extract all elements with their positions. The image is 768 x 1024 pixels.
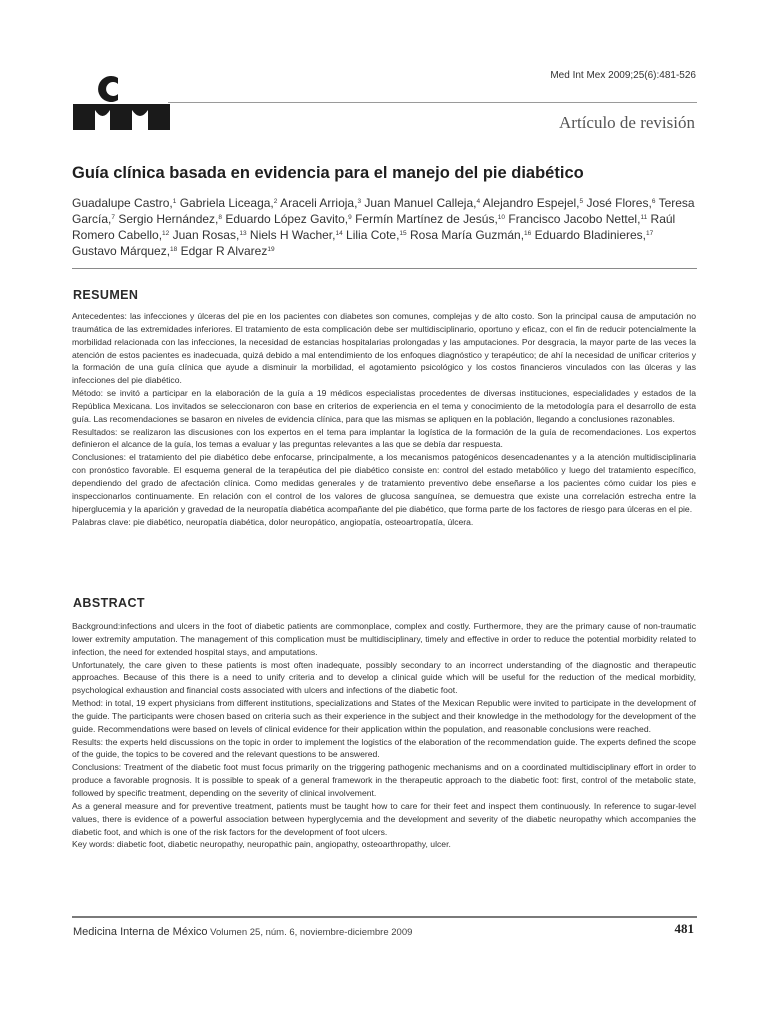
author-name: Edgar R Alvarez <box>177 244 268 258</box>
footer-rule <box>72 916 697 918</box>
section-divider <box>72 268 697 269</box>
author-name: Eduardo López Gavito, <box>222 212 349 226</box>
author-name: Sergio Hernández, <box>114 212 219 226</box>
author-affiliation: 12 <box>162 230 170 237</box>
abstract-paragraph-text: Treatment of the diabetic foot must focus primarily on the triggering pathogenic mechanisms and on a coordinated multidisciplinary effort in order to produce a favorable prognosis. It is possible to speak of a general framework in the therapeutic approach to the diabetic foot: first, control of the metabolic state, followed by specific treatment, depending on the severity of clinical involvement. <box>72 762 696 798</box>
author-affiliation: 9 <box>348 214 352 221</box>
page-number: 481 <box>674 921 694 936</box>
abstract-paragraph-text: in total, 19 expert physicians from different institutions, specializations and States of the Mexican Republic were invited to participate in the development of the guide. The participants were chosen based on criteria such as their experience in the subject and their knowledge in the methodology for the development of the guide. Recommendations were based on levels of clinical evidence for their application within the population, and reasonable conclusions were reached. <box>72 698 696 734</box>
resumen-paragraph-label: Método: <box>72 388 104 399</box>
abstract-paragraph-text: As a general measure and for preventive treatment, patients must be taught how to care for their feet and inspect them continuously. In reference to sugar-level values, there is evidence of a powerful association between hyperglycemia and the development and severity of the diabetic neuropathy which accompanies the diabetic foot, and which is one of the risk factors for the development of foot ulcers. <box>72 800 696 837</box>
resumen-paragraph-text: pie diabético, neuropatía diabética, dolor neuropático, angiopatía, osteoartropatía, úlcera. <box>130 516 474 527</box>
author-affiliation: 14 <box>335 230 343 237</box>
author-affiliation: 13 <box>239 230 247 237</box>
author-affiliation: 18 <box>170 246 178 253</box>
author-affiliation: 3 <box>357 198 362 205</box>
abstract-paragraph <box>72 800 696 839</box>
abstract-paragraph-label: Conclusions: <box>72 762 122 773</box>
author-affiliation: 16 <box>524 230 532 237</box>
author-list <box>72 195 698 259</box>
resumen-paragraph-label: Conclusiones: <box>72 452 126 463</box>
abstract-paragraph <box>72 659 696 698</box>
abstract-paragraph-text: infections and ulcers in the foot of diabetic patients are commonplace, complex and costly. Furthermore, they are the primary cause of non-traumatic lower extremity amputation. The management of this complication must be multidisciplinary, timely and effective in order to reduce the potential morbidity related to infection, the need for extended hospital stays, and amputations. <box>72 621 696 657</box>
resumen-paragraph <box>72 310 696 387</box>
author-name: Alejandro Espejel, <box>480 196 580 210</box>
abstract-body <box>72 620 696 851</box>
resumen-paragraph-label: Palabras clave: <box>72 516 131 527</box>
logo-c-mark <box>98 76 118 102</box>
author-name: Juan Rosas, <box>169 228 240 242</box>
author-affiliation: 1 <box>172 198 177 205</box>
author-affiliation: 7 <box>111 214 115 221</box>
abstract-paragraph <box>72 697 696 736</box>
author-name: Teresa García, <box>72 196 695 226</box>
resumen-paragraph-label: Resultados: <box>72 426 118 437</box>
resumen-paragraph <box>72 516 696 529</box>
abstract-paragraph <box>72 620 696 659</box>
author-name: José Flores, <box>583 196 652 210</box>
author-name: Juan Manuel Calleja, <box>361 196 477 210</box>
author-affiliation: 8 <box>218 214 223 221</box>
abstract-heading: ABSTRACT <box>73 596 145 610</box>
author-name: Eduardo Bladinieres, <box>531 228 647 242</box>
resumen-paragraph-text: el tratamiento del pie diabético debe enfocarse, principalmente, a los mecanismos patogénicos desencadenantes y a la atención multidisciplinaria con pronóstico favorable. El esquema general de la terapéutica del pie diabético consiste en: control del estado metabólico y luego del tratamiento específico, dependiendo del grado de afectación clínica. Como medidas generales y de tratamiento preventivo debe enseñarse a los pacientes cómo cuidar los pies e inspeccionarlos continuamente. En relación con el control de los valores de glucosa sanguínea, se demuestra que existe una correlación estrecha entre la hiperglucemia y la aparición y gravedad de la neuropatía diabética acompañante del pie diabético, que forma parte de los factores de riesgo para úlceras en el pie. <box>72 452 696 514</box>
abstract-paragraph-text: diabetic foot, diabetic neuropathy, neuropathic pain, angiopathy, osteoarthropathy, ulcer. <box>114 839 451 850</box>
author-affiliation: 11 <box>640 214 648 221</box>
resumen-paragraph <box>72 451 696 515</box>
resumen-paragraph-text: se invitó a participar en la elaboración de la guía a 19 médicos especialistas procedentes de diversas instituciones, especialidades y estados de la República Mexicana. Los invitados se seleccionaron con base en criterios de experiencia en el tema y conocimiento de la metodología para el desarrollo de esta guía. Las recomendaciones se basaron en niveles de evidencia clínica, para que las mismas se apliquen en la población, llegando a conclusiones razonables. <box>72 388 696 424</box>
author-affiliation: 10 <box>497 214 506 221</box>
abstract-paragraph <box>72 736 696 762</box>
journal-name: Medicina Interna de México <box>73 926 208 938</box>
header-rule <box>168 102 697 103</box>
author-affiliation: 5 <box>579 198 584 205</box>
abstract-paragraph-text: the experts held discussions on the topic in order to implement the logistics of the elaboration of the recommendation guide. The experts defined the scope of the guide, the topics to be covered and the relevant questions to be answered. <box>72 736 696 760</box>
article-type-label: Artículo de revisión <box>559 113 695 132</box>
abstract-paragraph <box>72 761 696 800</box>
resumen-paragraph-text: se realizaron las discusiones con los expertos en el tema para implantar la logística de la formación de la guía de recomendaciones. Los expertos definieron el alcance de la guía, los temas a evaluar y las preguntas relevantes a las que se debía dar respuesta. <box>72 426 696 450</box>
journal-citation: Med Int Mex 2009;25(6):481-526 <box>550 70 696 81</box>
author-name: Gustavo Márquez, <box>72 244 171 258</box>
author-affiliation: 2 <box>273 198 278 205</box>
author-affiliation: 17 <box>646 230 654 237</box>
resumen-paragraph-text: las infecciones y úlceras del pie en los pacientes con diabetes son comunes, complejas y de alto costo. Son la principal causa de amputación no traumática de las extremidades inferiores. El tratamiento de esta complicación debe ser multidisciplinario, oportuno y eficaz, con el fin de reducir potencialmente la morbilidad relacionada con las infecciones, la necesidad de estancias hospitalarias prolongadas y las amputaciones. Por desgracia, la mayor parte de las veces la atención de estos pacientes es inadecuada, quizá debido a mal entendimiento de los enfoques diagnóstico y terapéutico; de ahí la necesidad de unificar criterios y la formación de una guía clínica que ayude a disminuir la morbilidad, el agotamiento psicológico y los costos financieros vinculados con las úlceras y las infecciones del pie diabético. <box>72 311 696 386</box>
article-title: Guía clínica basada en evidencia para el manejo del pie diabético <box>72 164 584 182</box>
author-name: Niels H Wacher, <box>246 228 336 242</box>
journal-logo <box>73 70 170 130</box>
abstract-paragraph-label: Method: <box>72 698 104 709</box>
abstract-paragraph-label: Background: <box>72 621 121 631</box>
author-affiliation: 4 <box>476 198 481 205</box>
author-affiliation: 15 <box>399 230 407 237</box>
resumen-paragraph <box>72 426 696 452</box>
abstract-paragraph-label: Results: <box>72 736 104 747</box>
author-name: Gabriela Liceaga, <box>176 196 274 210</box>
journal-volume: Volumen 25, núm. 6, noviembre-diciembre 2009 <box>207 927 413 938</box>
resumen-body <box>72 310 696 528</box>
author-name: Lilia Cote, <box>342 228 400 242</box>
abstract-paragraph-text: Unfortunately, the care given to these patients is most often inadequate, possibly secondary to an incorrect understanding of the diagnostic and therapeutic approaches. Because of this there is a need to unify criteria and to develop a clinical guide which will be useful for the reduction of the medical morbidity, psychological exhaustion and financial costs associated with ulcers and infections of the diabetic foot. <box>72 659 696 696</box>
abstract-paragraph-label: Key words: <box>72 839 115 850</box>
resumen-heading: RESUMEN <box>73 288 139 302</box>
author-name: Araceli Arrioja, <box>277 196 358 210</box>
footer-journal <box>73 926 412 938</box>
resumen-paragraph-label: Antecedentes: <box>72 311 127 321</box>
resumen-paragraph <box>72 387 696 426</box>
author-name: Rosa María Guzmán, <box>406 228 525 242</box>
author-affiliation: 19 <box>267 246 275 253</box>
author-name: Raúl Romero Cabello, <box>72 212 676 242</box>
author-name: Guadalupe Castro, <box>72 196 173 210</box>
author-name: Francisco Jacobo Nettel, <box>505 212 641 226</box>
author-name: Fermín Martínez de Jesús, <box>351 212 498 226</box>
abstract-paragraph <box>72 838 696 851</box>
author-affiliation: 6 <box>651 198 656 205</box>
